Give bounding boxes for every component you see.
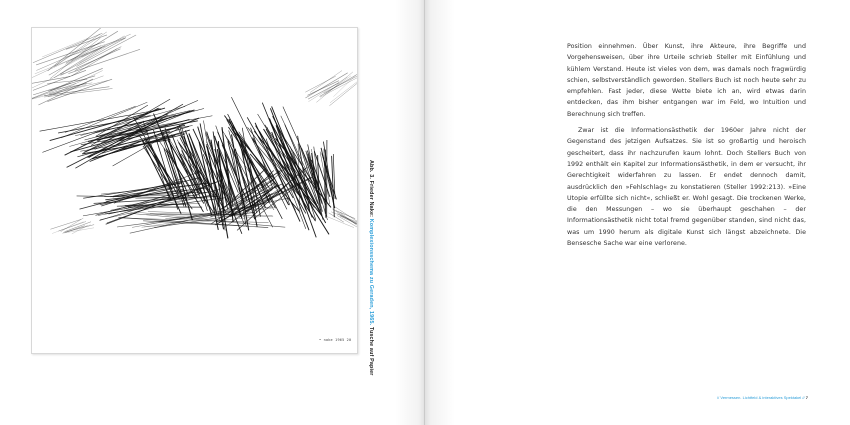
- drawing-stroke: [65, 38, 124, 57]
- paragraph-1: Position einnehmen. Über Kunst, ihre Akteure, ihre Begriffe und Vorgehensweisen, über ihre Urteile schrieb Steller mit Einfühlung und kühlem Verstand. Heute ist vieles von dem, was damals noch fragwürdig schien, selbstverständlich geworden. Stellers Buch ist noch heute sehr zu empfehlen. Fast jeder, diese Wette biete ich an, wird etwas darin entdecken, das ihm bisher entgangen war im Feld, wo Intuition und Berechnung sich treffen.: [567, 43, 806, 118]
- drawing-stroke: [42, 38, 88, 57]
- drawing-stroke: [320, 71, 357, 97]
- line-drawing: [32, 28, 357, 353]
- drawing-stroke: [48, 83, 92, 91]
- caption-medium: Tusche auf Papier: [368, 326, 374, 376]
- drawing-stroke: [329, 213, 344, 222]
- drawing-stroke: [71, 34, 131, 61]
- drawing-stroke: [83, 197, 196, 216]
- drawing-stroke: [60, 49, 120, 76]
- caption-prefix: Abb. 3. Frieder Nake:: [368, 160, 374, 219]
- figure-caption: [368, 160, 374, 376]
- body-text-column: [567, 41, 806, 254]
- artwork-figure: [31, 27, 358, 354]
- book-gutter-shadow: [395, 0, 455, 425]
- page-footer: [717, 395, 808, 400]
- artwork-signature: • nake 1965 20: [319, 338, 352, 342]
- book-fold: [424, 0, 425, 425]
- caption-title: Komplexionsschema zu Geraden, 1965.: [368, 218, 374, 327]
- drawing-stroke: [305, 73, 347, 98]
- drawing-stroke: [308, 77, 347, 102]
- drawing-stroke: [40, 109, 162, 131]
- page-number: 7: [805, 395, 808, 400]
- drawing-stroke: [325, 216, 354, 228]
- drawing-stroke: [330, 81, 357, 102]
- running-head: // Vermessen. Lichtfeld & interaktives Spektakel //: [717, 395, 805, 400]
- drawing-stroke: [179, 142, 221, 200]
- drawing-stroke: [36, 42, 105, 65]
- drawing-stroke: [66, 226, 85, 233]
- paragraph-2: Zwar ist die Informationsästhetik der 1960er Jahre nicht der Gegenstand des jetzigen Aufsatzes. Sie ist so großartig und heroisch gescheitert, dass ihr nachzurufen kaum lohnt. Doch Stellers Buch von 1992 enthält ein Kapitel zur Informationsästhetik, in dem er versucht, ihr Gerechtigkeit widerfahren zu lassen. Er endet dennoch damit, ausdrücklich den »Fehlschlag« zu konstatieren (Steller 1992:213). »Eine Utopie erfüllte sich nicht«, schließt er. Wohl gesagt. Die trockenen Werke, die den Messungen – wo sie überhaupt geschahen – der Informationsästhetik nicht total fremd gegenüber standen, sind nicht das, was um 1990 herum als digitale Kunst sich längst abzeichnete. Die Bensesche Sache war eine verlorene.: [567, 127, 806, 248]
